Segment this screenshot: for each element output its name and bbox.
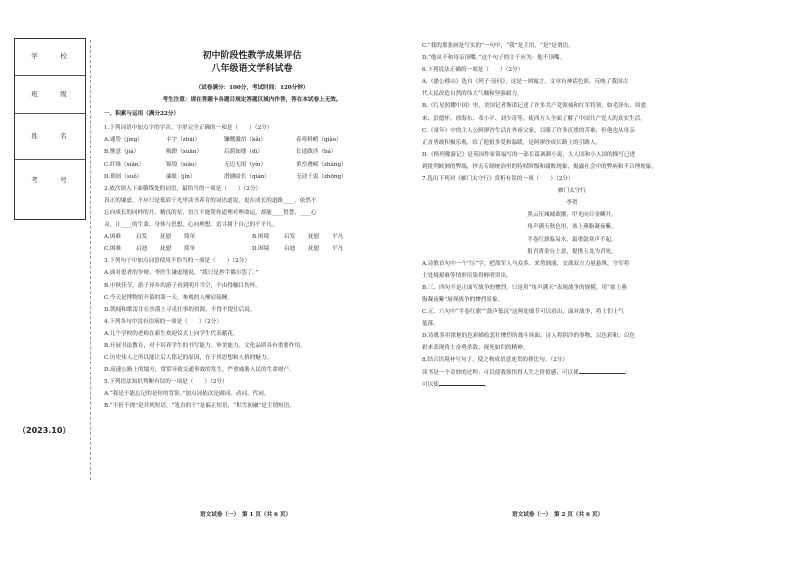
question-2-passage-line-2: 忘向成长的同样的月、精良的星，语言不能帮你道理对理命运，却能____智慧，____心 [104, 209, 317, 216]
question-7-option-c-line-2: 低落。 [422, 321, 439, 328]
question-7-option-c-line-1: C.五、六句中“半卷红旗”“鼓声低沉”这两处细节可以看出，面对战争，将士们士气 [422, 309, 624, 316]
question-1-option-cell: 春寒料峭（qiào） [296, 137, 342, 144]
question-1-option-cell: A.通势（jìng） [104, 137, 143, 144]
question-1-option-cell: 镰慨激昂（kǎi） [224, 137, 267, 144]
question-2-option-cell: D.困境 [252, 246, 270, 253]
question-8-line-2: 可以使 。 [422, 379, 722, 391]
question-4-option-d: D.高速公路上的塌方，常常导致交通事故的发生，严重威胁人民的生命财产。 [104, 367, 295, 374]
question-1-options [104, 134, 400, 182]
question-1-option-row [104, 159, 400, 171]
question-2-option-cell: 抚慰 [160, 234, 172, 241]
question-7-option-a-line-1: A.诗歌首句中一个“压”字，把敌军人马众多、来势汹涌，交战双方力量悬殊，守军将 [422, 260, 630, 267]
question-6-option-c-line-2: 正直勇敢积极乐观，给了他很多爱和温暖，是阿廖沙成长路上的引路人。 [422, 139, 602, 146]
question-5: 5.下列语法知识判断有误的一项是（ ）（2分） [104, 379, 228, 386]
poem-line-3: 半卷红旗临易水，霜重鼓寒声不起。 [527, 236, 617, 243]
question-1-option-cell: 廉耻（jǐn） [166, 173, 196, 180]
answer-blank-1[interactable] [579, 367, 625, 374]
question-2-option-row [104, 231, 252, 243]
question-2-option-cell: B.困境 [252, 234, 270, 241]
question-2-option-cell: 简单 [184, 234, 196, 241]
footer-page-2: 语文试卷（一） 第 2 页（共 6 页） [512, 512, 604, 518]
question-4: 4.下列各句中没有语病的一项是（ ）（2分） [104, 318, 222, 325]
question-6: 6.下列说法正确的一项是（ ）（2分） [422, 67, 524, 74]
poem-title: 雁门太守行 [558, 188, 586, 195]
section-1-heading: 一、积累与运用（满分22分） [104, 111, 179, 118]
question-2-option-row [252, 231, 400, 243]
question-2-option-cell: 抚慰 [308, 246, 320, 253]
question-2-option-cell: 启迪 [136, 246, 148, 253]
question-3-option-a: A.面对患者的争辩，李医生谦虚地说，“我只是抄手偶尔罢了。” [104, 270, 259, 277]
exam-notice: 考生注意：请在答题卡各题目规定答题区域内作答，答在本试卷上无效。 [162, 97, 342, 104]
question-2-option-cell: 启发 [136, 234, 148, 241]
question-2-option-cell: 平凡 [332, 234, 344, 241]
answer-blank-2[interactable] [439, 379, 485, 386]
question-1: 1.下列词语中加点字的字音、字形完全正确的一项是（ ）（2分） [104, 125, 273, 132]
exam-subtitle: 八年级语文学科试卷 [211, 64, 293, 74]
exam-number-label: 考 号 [31, 176, 75, 184]
question-2-passage-line-1: 真正的谦虚，不应只是低眉于光里读书养育的词语道说，更在成长的道路____，依然不 [104, 197, 317, 204]
question-3: 3.下列句子中加点词语使用不恰当的一项是（ ）（2分） [104, 258, 250, 265]
question-5-option-d: D.“他从不和母亲顶嘴。”这个句子的主干应为：他不顶嘴。 [422, 55, 566, 62]
question-1-option-cell: 长途跋涉（bá） [296, 149, 337, 156]
question-8-line-1: 读书是一个奇妙的过程：可以使我领悟得人生之价值感；可以使 ； [422, 367, 722, 379]
name-label: 姓 名 [31, 132, 75, 140]
page-2 [422, 40, 722, 391]
question-6-option-d-line-2: 到批判欧洲的弊端，抨击专制统治里的特权阶级和腐败现象，揭露社会中的弊病和不合理现象。 [422, 163, 657, 170]
question-1-option-row [104, 146, 400, 158]
question-6-option-a-line-2: 代人民改造自然的伟大气魄和坚强毅力。 [422, 91, 523, 98]
binding-info-box [14, 38, 86, 220]
question-2-option-row [252, 243, 400, 255]
question-1-option-row [104, 171, 400, 183]
question-7: 7.选出下列对《雁门太守行》赏析有误的一项（ ）（2分） [422, 176, 574, 183]
question-6-option-b-line-1: B.《红星照耀中国》里，美国记者斯诺记述了许多共产党领袖和红军将领，如毛泽东、周恩 [422, 103, 647, 110]
exam-date: （2023.10） [18, 426, 71, 435]
question-7-option-b-line-1: B.三、四句不是正面写战争的惨烈，只是用“角声满天”表现战争的规模，用“塞上燕 [422, 284, 627, 291]
question-2-option-row [104, 243, 252, 255]
question-2-option-cell: 简单 [184, 246, 196, 253]
question-1-option-cell: 锦毁（xiāo） [166, 161, 201, 168]
question-2-option-cell: A.困难 [104, 234, 122, 241]
question-6-option-c-line-1: C.《童年》中的主人公阿廖沙生活在外祖父家，目睹了许多沉重的苦难，但他也从母亲 [422, 127, 635, 134]
question-1-option-cell: 后荫如缕（dì） [224, 149, 263, 156]
question-1-option-cell: 丰宇（zhāi） [166, 137, 201, 144]
question-2-option-cell: 平凡 [332, 246, 344, 253]
question-3-option-b: B.中秋佳节，游子异乡的游子看到明月当空，不由得触目伤怀。 [104, 282, 261, 289]
question-2-option-cell: C.困难 [104, 246, 122, 253]
question-1-option-row [104, 134, 400, 146]
question-8: 8.结合语境补写句子，使之构成语意连贯的排比句。（2分） [422, 357, 568, 364]
question-5-option-b: B.“不折不挠”是并列短语，“笔直的干”是偏正短语，“积雪初融”是主谓短语。 [104, 403, 295, 410]
question-4-option-a: A.几个学校的老师在新生欢迎仪式上向学生代表献花。 [104, 330, 239, 337]
question-1-option-cell: 无边无垠（yín） [224, 161, 267, 168]
question-7-option-d-line-2: 彩来表现将士奋勇杀敌、视死如归的精神。 [422, 345, 529, 352]
question-6-option-b-line-2: 来、彭德怀、徐海东、邓小平、刘少奇等，使西方人全面了解了中国共产党人的真实生活。 [422, 115, 646, 122]
poem-line-2: 角声满天秋色里，塞上燕脂凝夜紫。 [527, 224, 617, 231]
exam-meta: （试卷满分：100分，考试时间：120分钟） [195, 85, 309, 91]
exam-title: 初中阶段性教学成果评估 [202, 51, 302, 61]
question-1-option-cell: 重峦叠嶂（zhàng） [296, 161, 347, 168]
question-2-options [104, 231, 400, 255]
question-2-passage-line-3: 灵，让____的生命，身体与思想，心向理想，追寻属于自己的不平凡。 [104, 222, 278, 229]
question-7-option-d-line-1: D.诗歌多用浓艳的色彩描绘悲壮惨烈的战斗场面，诗人将阴冷的事物，以色彩和，以色 [422, 333, 636, 340]
question-3-option-d: D.朝闻和歌雷并在沙漠上寻觅往事的资源，不得不提往后说。 [104, 306, 256, 313]
question-2-option-cell: 启发 [284, 234, 296, 241]
question-3-option-c: C.今天是博物馆开幕的第一天，参观的人摩肩接踵。 [104, 294, 233, 301]
question-2: 2.依次填入下面横线处的词语，最恰当的一项是（ ）（2分） [104, 185, 262, 192]
question-4-option-b: B.开展书法教育，对于培养学生的书写能力、审美能力、文化品质具有重要作用。 [104, 342, 306, 349]
question-1-option-cell: B.惬意（jiá） [104, 149, 140, 156]
question-1-option-cell: D.琐屑（suǒ） [104, 173, 143, 180]
question-1-option-cell: 吸蹬（xuān） [166, 149, 203, 156]
question-4-option-c: C.历史伟人之所以能让后人铭记的原因，在于其思想和人格的魅力。 [104, 355, 273, 362]
page-1 [104, 40, 400, 413]
question-6-option-a-line-1: A.《愚公移山》选自《列子·汤问》，这是一则寓言，文章有神话色彩，反映了我国古 [422, 79, 629, 86]
question-2-option-cell: 抚慰 [308, 234, 320, 241]
question-7-option-b-line-2: 脂凝夜紫”展现战争的惨烈景象。 [422, 296, 504, 303]
question-1-option-cell: C.纤维（xiān） [104, 161, 145, 168]
question-6-option-d-line-1: D.《格列佛游记》是英国作家笛福写的一部长篇讽刺小说，大人国和小人国的描写已进 [422, 151, 636, 158]
poem-line-4: 报君黄金台上意，提携玉龙为君死。 [527, 248, 617, 255]
question-2-option-cell: 抚慰 [160, 246, 172, 253]
question-7-option-a-line-2: 士处境艰难等情形渲染得鲜明突出。 [422, 272, 512, 279]
question-2-option-cell: 启迪 [284, 246, 296, 253]
question-5-option-c: C.“我的那张画是写实的”一句中，“我”是主语，“是”是谓语。 [422, 43, 574, 49]
question-5-option-a: A.“我是不能忘记的是你的背影。”加点词依次是副词、动词、代词。 [104, 391, 270, 398]
footer-page-1: 语文试卷（一） 第 1 页（共 6 页） [200, 512, 292, 518]
question-1-option-cell: 无动于衷（zhōng） [296, 173, 347, 180]
question-1-option-cell: 潜涵暗长（qián） [224, 173, 270, 180]
poem-line-1: 黑云压城城欲摧，甲光向日金鳞开。 [527, 212, 617, 219]
poem-author: 李贺 [566, 200, 578, 207]
class-label: 班 级 [31, 90, 75, 98]
school-label: 学 校 [31, 52, 75, 60]
binding-cut-line [90, 40, 91, 480]
